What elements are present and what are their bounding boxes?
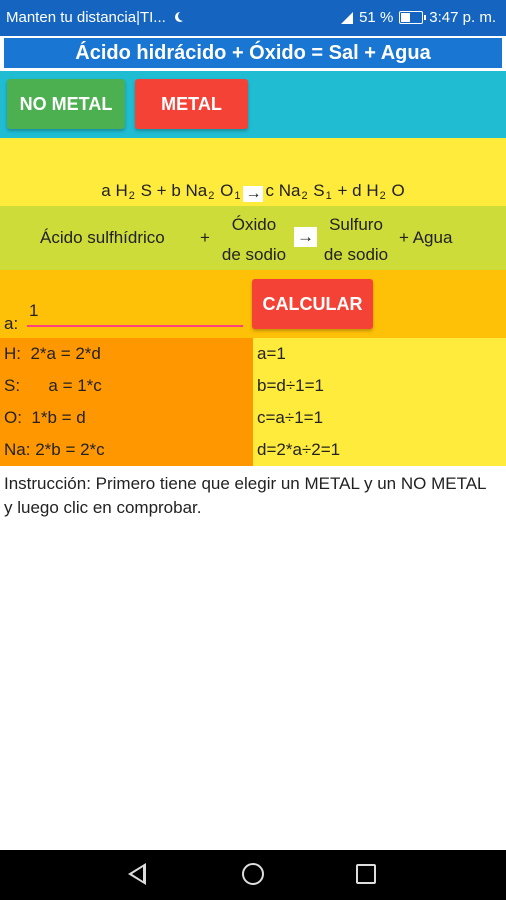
eq-term: S + b Na (140, 181, 208, 200)
oxide-name (214, 212, 294, 272)
battery-icon (399, 11, 423, 24)
water-name: + Agua (399, 228, 453, 247)
eq-term: S (313, 181, 325, 200)
balance-results-column (253, 338, 506, 466)
eq-term: O (391, 181, 405, 200)
element-label: Na: (4, 440, 31, 459)
eq-term: O (220, 181, 234, 200)
eq-subscript: 2 (128, 190, 135, 202)
reaction-arrow-icon: → (245, 185, 262, 202)
clock: 3:47 p. m. (429, 9, 496, 26)
result-row: a=1 (257, 344, 286, 363)
eq-term: a H (101, 181, 128, 200)
back-icon[interactable] (128, 863, 146, 885)
coefficient-a-input[interactable] (27, 297, 243, 327)
eq-term: + d H (337, 181, 379, 200)
balance-expr: a = 1*c (20, 376, 102, 395)
status-right (341, 9, 496, 26)
battery-percent: 51 % (359, 9, 394, 26)
plus-sign: + (200, 228, 210, 247)
instruction-text: Instrucción: Primero tiene que elegir un METAL y un NO METAL y luego clic en comprobar. (4, 474, 486, 517)
page-title: Ácido hidrácido + Óxido = Sal + Agua (4, 38, 502, 68)
balance-row (4, 338, 101, 370)
salt-name-line1: Sulfuro (329, 215, 383, 234)
result-row: b=d÷1=1 (257, 376, 325, 395)
eq-subscript: 1 (234, 190, 241, 202)
result-row: c=a÷1=1 (257, 408, 324, 427)
element-label: S: (4, 376, 21, 395)
result-row: d=2*a÷2=1 (257, 440, 341, 459)
balance-expr: 2*b = 2*c (30, 440, 105, 459)
acid-name: Ácido sulfhídrico (40, 228, 165, 247)
eq-subscript: 2 (208, 190, 215, 202)
salt-name-line2: de sodio (323, 245, 389, 264)
no-metal-button[interactable]: NO METAL (7, 79, 125, 129)
balance-expr: 1*b = d (21, 408, 86, 427)
eq-subscript: 2 (379, 190, 386, 202)
reaction-arrow-icon: → (294, 227, 317, 247)
notification-text: Manten tu distancia|TI... (6, 9, 166, 26)
balance-equations-column (0, 338, 253, 466)
home-icon[interactable] (242, 863, 264, 885)
element-label: O: (4, 408, 22, 427)
element-label: H: (4, 344, 21, 363)
metal-button[interactable]: METAL (135, 79, 248, 129)
status-notification (6, 9, 186, 26)
balance-row (4, 402, 86, 434)
status-bar (0, 0, 506, 36)
eq-term: c Na (265, 181, 301, 200)
salt-name (316, 212, 396, 272)
moon-icon (178, 11, 188, 21)
recent-apps-icon[interactable] (356, 864, 376, 884)
oxide-name-line2: de sodio (221, 245, 287, 264)
signal-icon (341, 12, 353, 24)
eq-subscript: 2 (301, 190, 308, 202)
balance-row (4, 370, 102, 402)
eq-subscript: 1 (325, 190, 332, 202)
chemical-equation (0, 181, 506, 202)
oxide-name-line1: Óxido (231, 215, 277, 234)
calcular-button[interactable]: CALCULAR (252, 279, 373, 329)
coefficient-a-label: a: (4, 314, 19, 333)
balance-expr: 2*a = 2*d (21, 344, 101, 363)
balance-row (4, 434, 105, 466)
